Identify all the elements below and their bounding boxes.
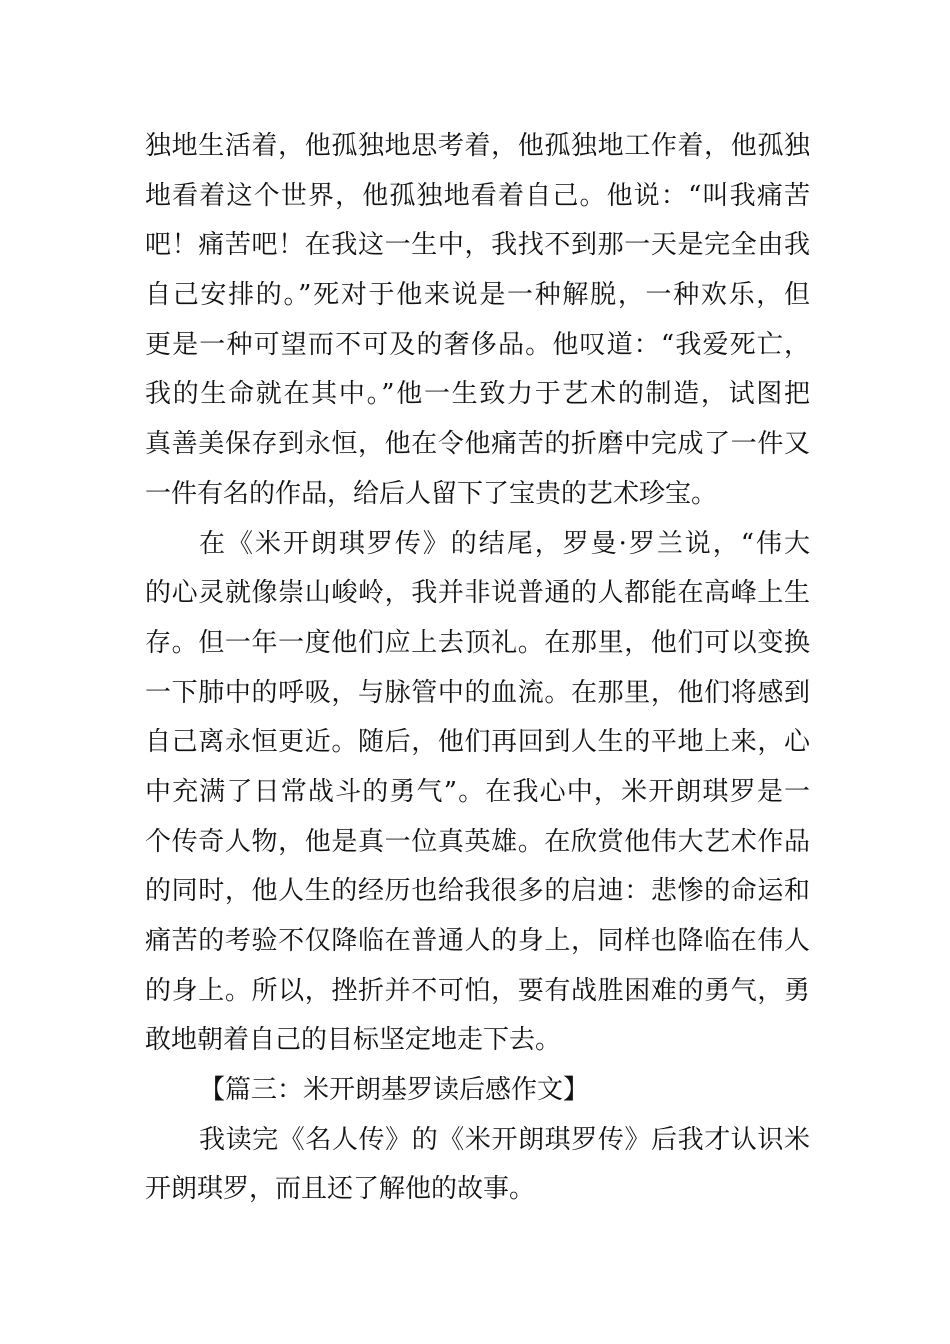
text-line: 自己离永恒更近。随后，他们再回到人生的平地上来，心 — [145, 727, 810, 758]
text-line: 地看着这个世界，他孤独地看着自己。他说：“叫我痛苦 — [145, 180, 810, 211]
text-line: 在《米开朗琪罗传》的结尾，罗曼·罗兰说，“伟大 — [199, 528, 810, 559]
text-line: 更是一种可望而不可及的奢侈品。他叹道：“我爱死亡， — [145, 329, 810, 360]
body-text — [145, 122, 810, 1215]
text-line: 一下肺中的呼吸，与脉管中的血流。在那里，他们将感到 — [145, 677, 810, 708]
text-line: 我的生命就在其中。”他一生致力于艺术的制造，试图把 — [145, 379, 810, 410]
text-line: 开朗琪罗，而且还了解他的故事。 — [145, 1174, 536, 1205]
text-line: 一件有名的作品，给后人留下了宝贵的艺术珍宝。 — [145, 478, 718, 509]
text-line: 敢地朝着自己的目标坚定地走下去。 — [145, 1025, 562, 1056]
text-line: 的身上。所以，挫折并不可怕，要有战胜困难的勇气，勇 — [145, 975, 810, 1006]
text-line: 的心灵就像崇山峻岭，我并非说普通的人都能在高峰上生 — [145, 578, 810, 609]
text-line: 真善美保存到永恒，他在令他痛苦的折磨中完成了一件又 — [145, 429, 810, 460]
text-line: 中充满了日常战斗的勇气”。在我心中，米开朗琪罗是一 — [145, 776, 810, 807]
text-line: 吧！痛苦吧！在我这一生中，我找不到那一天是完全由我 — [145, 230, 810, 261]
text-line: 我读完《名人传》的《米开朗琪罗传》后我才认识米 — [199, 1124, 810, 1155]
text-line: 独地生活着，他孤独地思考着，他孤独地工作着，他孤独 — [145, 131, 810, 161]
section-heading: 【篇三：米开朗基罗读后感作文】 — [199, 1075, 590, 1106]
text-line: 自己安排的。”死对于他来说是一种解脱，一种欢乐，但 — [145, 280, 810, 311]
text-line: 个传奇人物，他是真一位真英雄。在欣赏他伟大艺术作品 — [145, 826, 810, 857]
text-line: 痛苦的考验不仅降临在普通人的身上，同样也降临在伟人 — [145, 926, 810, 956]
text-line: 存。但一年一度他们应上去顶礼。在那里，他们可以变换 — [145, 627, 810, 658]
text-line: 的同时，他人生的经历也给我很多的启迪：悲惨的命运和 — [145, 876, 810, 907]
